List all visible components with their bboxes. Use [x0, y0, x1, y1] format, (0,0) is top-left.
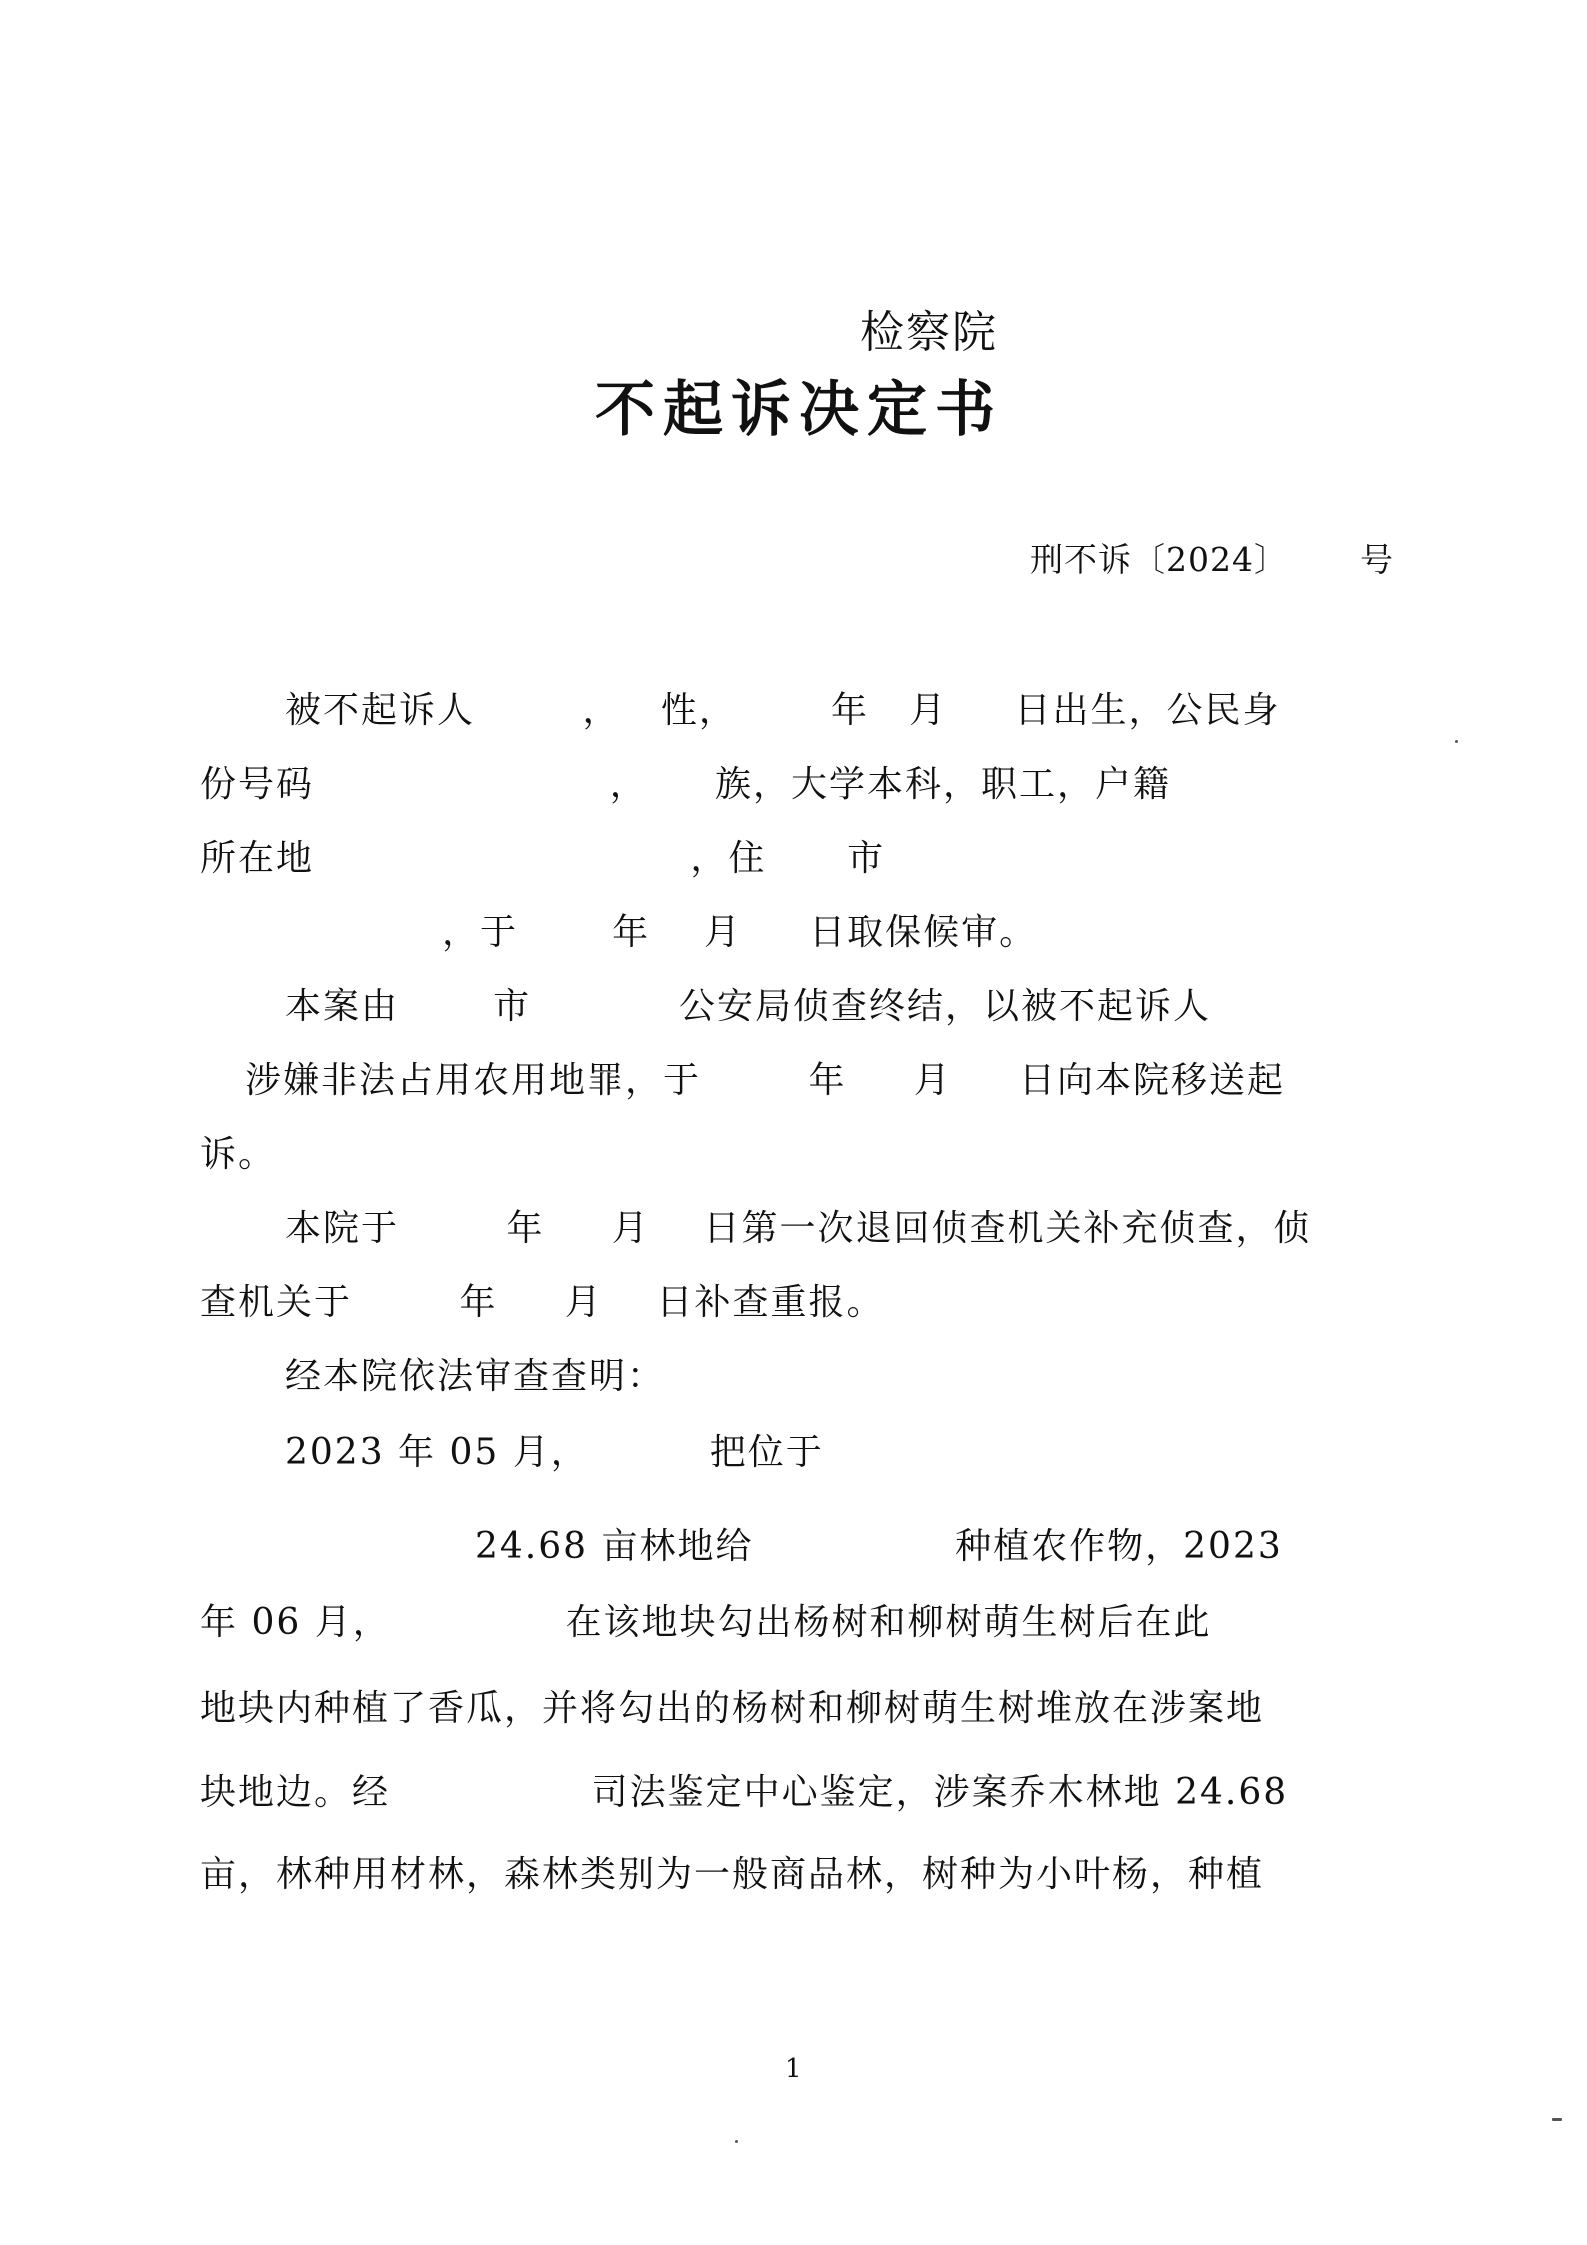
- body-line: 24.68 亩林地给 种植农作物，2023: [475, 1526, 1283, 1567]
- body-line: 2023 年 05 月， 把位于: [285, 1432, 824, 1473]
- scan-speck: [735, 2140, 738, 2143]
- body-line: 地块内种植了香瓜，并将勾出的杨树和柳树萌生树堆放在涉案地: [200, 1688, 1265, 1729]
- document-number: [1030, 534, 1394, 581]
- scan-speck: [1552, 2118, 1562, 2121]
- body-line: 诉。: [200, 1134, 277, 1175]
- body-line: ，于 年 月 日取保候审。: [200, 912, 1038, 953]
- procuratorate-name: 检察院: [860, 307, 998, 358]
- body-line: 涉嫌非法占用农用地罪，于 年 月 日向本院移送起: [245, 1060, 1285, 1101]
- body-line: 本院于 年 月 日第一次退回侦查机关补充侦查，侦: [285, 1208, 1312, 1249]
- body-line: 年 06 月， 在该地块勾出杨树和柳树萌生树后在此: [200, 1602, 1212, 1643]
- document-number-prefix: 刑不诉〔2024〕: [1030, 540, 1288, 579]
- body-line: 块地边。经 司法鉴定中心鉴定，涉案乔木林地 24.68: [200, 1772, 1289, 1813]
- document-title: 不起诉决定书: [595, 375, 1003, 445]
- scan-speck: [1455, 740, 1458, 743]
- document-number-suffix: 号: [1359, 540, 1394, 579]
- body-line: 亩，林种用材林，森林类别为一般商品林，树种为小叶杨，种植: [200, 1854, 1265, 1895]
- page-number: 1: [785, 2054, 802, 2084]
- body-line: 经本院依法审查查明：: [285, 1356, 666, 1397]
- body-line: 本案由 市 公安局侦查终结，以被不起诉人: [285, 986, 1211, 1027]
- body-line: 被不起诉人 ， 性， 年 月 日出生，公民身: [285, 690, 1281, 731]
- body-line: 份号码 ， 族，大学本科，职工，户籍: [200, 764, 1171, 805]
- body-line: 查机关于 年 月 日补查重报。: [200, 1282, 885, 1323]
- body-line: 所在地 ，住 市: [200, 838, 886, 879]
